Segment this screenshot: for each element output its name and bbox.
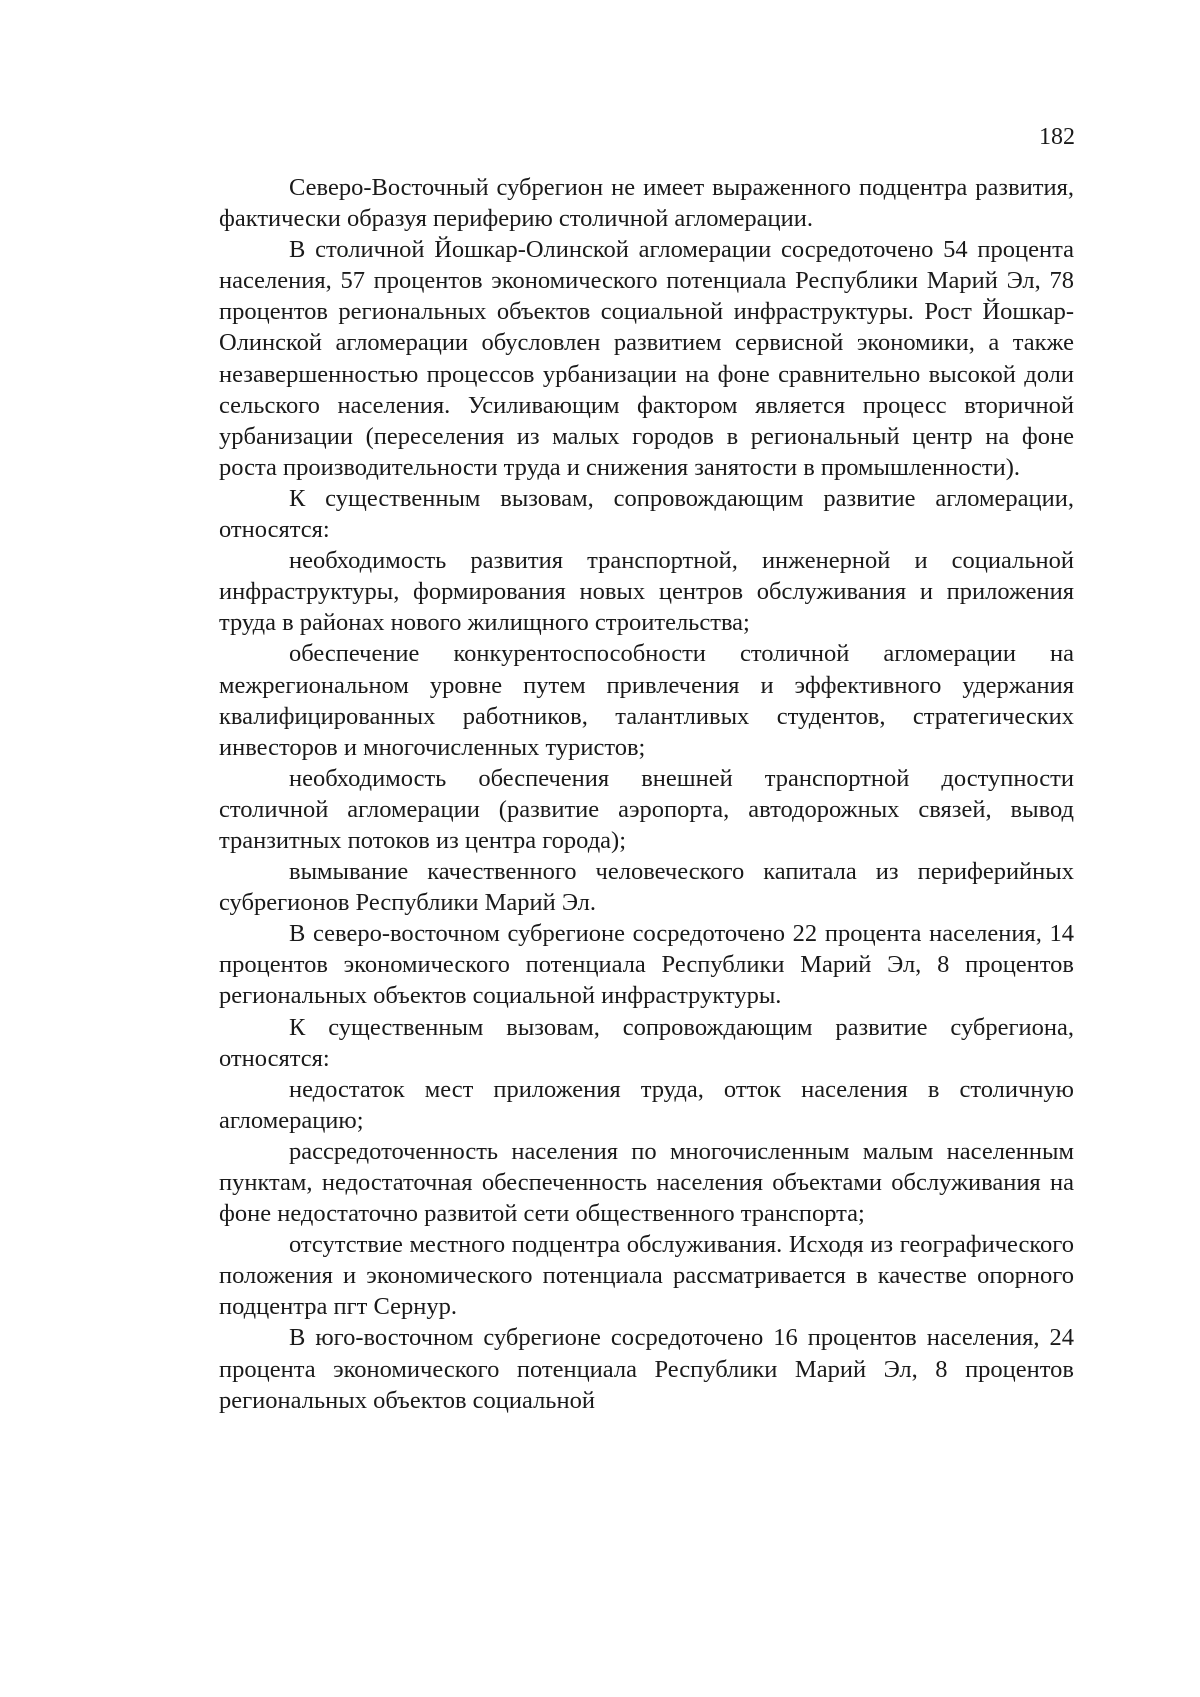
list-item: отсутствие местного подцентра обслуживания. Исходя из географического положения и экономического потенциала рассматривается в качестве опорного подцентра пгт Сернур.: [219, 1231, 1074, 1321]
paragraph: К существенным вызовам, сопровождающим развитие субрегиона, относятся:: [219, 1013, 1074, 1072]
paragraph: Северо-Восточный субрегион не имеет выраженного подцентра развития, фактически образуя периферию столичной агломерации.: [219, 174, 1074, 233]
list-item: необходимость обеспечения внешней транспортной доступности столичной агломерации (развитие аэропорта, автодорожных связей, вывод транзитных потоков из центра города);: [219, 764, 1074, 854]
body-text: [219, 172, 1074, 1416]
list-item: недостаток мест приложения труда, отток населения в столичную агломерацию;: [219, 1075, 1074, 1134]
page-number: 182: [1039, 124, 1075, 150]
list-item: рассредоточенность населения по многочисленным малым населенным пунктам, недостаточная обеспеченность населения объектами обслуживания на фоне недостаточно развитой сети общественного транспорта;: [219, 1137, 1074, 1228]
paragraph: К существенным вызовам, сопровождающим развитие агломерации, относятся:: [219, 484, 1074, 544]
paragraph: В юго-восточном субрегионе сосредоточено 16 процентов населения, 24 процента экономического потенциала Республики Марий Эл, 8 процентов региональных объектов социальной: [219, 1324, 1074, 1414]
list-item: обеспечение конкурентоспособности столичной агломерации на межрегиональном уровне путем привлечения и эффективного удержания квалифицированных работников, талантливых студентов, стратегических инвесторов и многочисленных туристов;: [219, 640, 1074, 761]
paragraph: В северо-восточном субрегионе сосредоточено 22 процента населения, 14 процентов экономического потенциала Республики Марий Эл, 8 процентов региональных объектов социальной инфраструктуры.: [219, 920, 1074, 1010]
list-item: вымывание качественного человеческого капитала из периферийных субрегионов Республики Марий Эл.: [219, 858, 1074, 917]
paragraph: В столичной Йошкар-Олинской агломерации сосредоточено 54 процента населения, 57 процентов экономического потенциала Республики Марий Эл, 78 процентов региональных объектов социальной инфраструктуры. Рост Йошкар-Олинской агломерации обусловлен развитием сервисной экономики, а также незавершенностью процессов урбанизации на фоне сравнительно высокой доли сельского населения. Усиливающим фактором является процесс вторичной урбанизации (переселения из малых городов в региональный центр на фоне роста производительности труда и снижения занятости в промышленности).: [219, 236, 1074, 481]
list-item: необходимость развития транспортной, инженерной и социальной инфраструктуры, формирования новых центров обслуживания и приложения труда в районах нового жилищного строительства;: [219, 547, 1074, 637]
